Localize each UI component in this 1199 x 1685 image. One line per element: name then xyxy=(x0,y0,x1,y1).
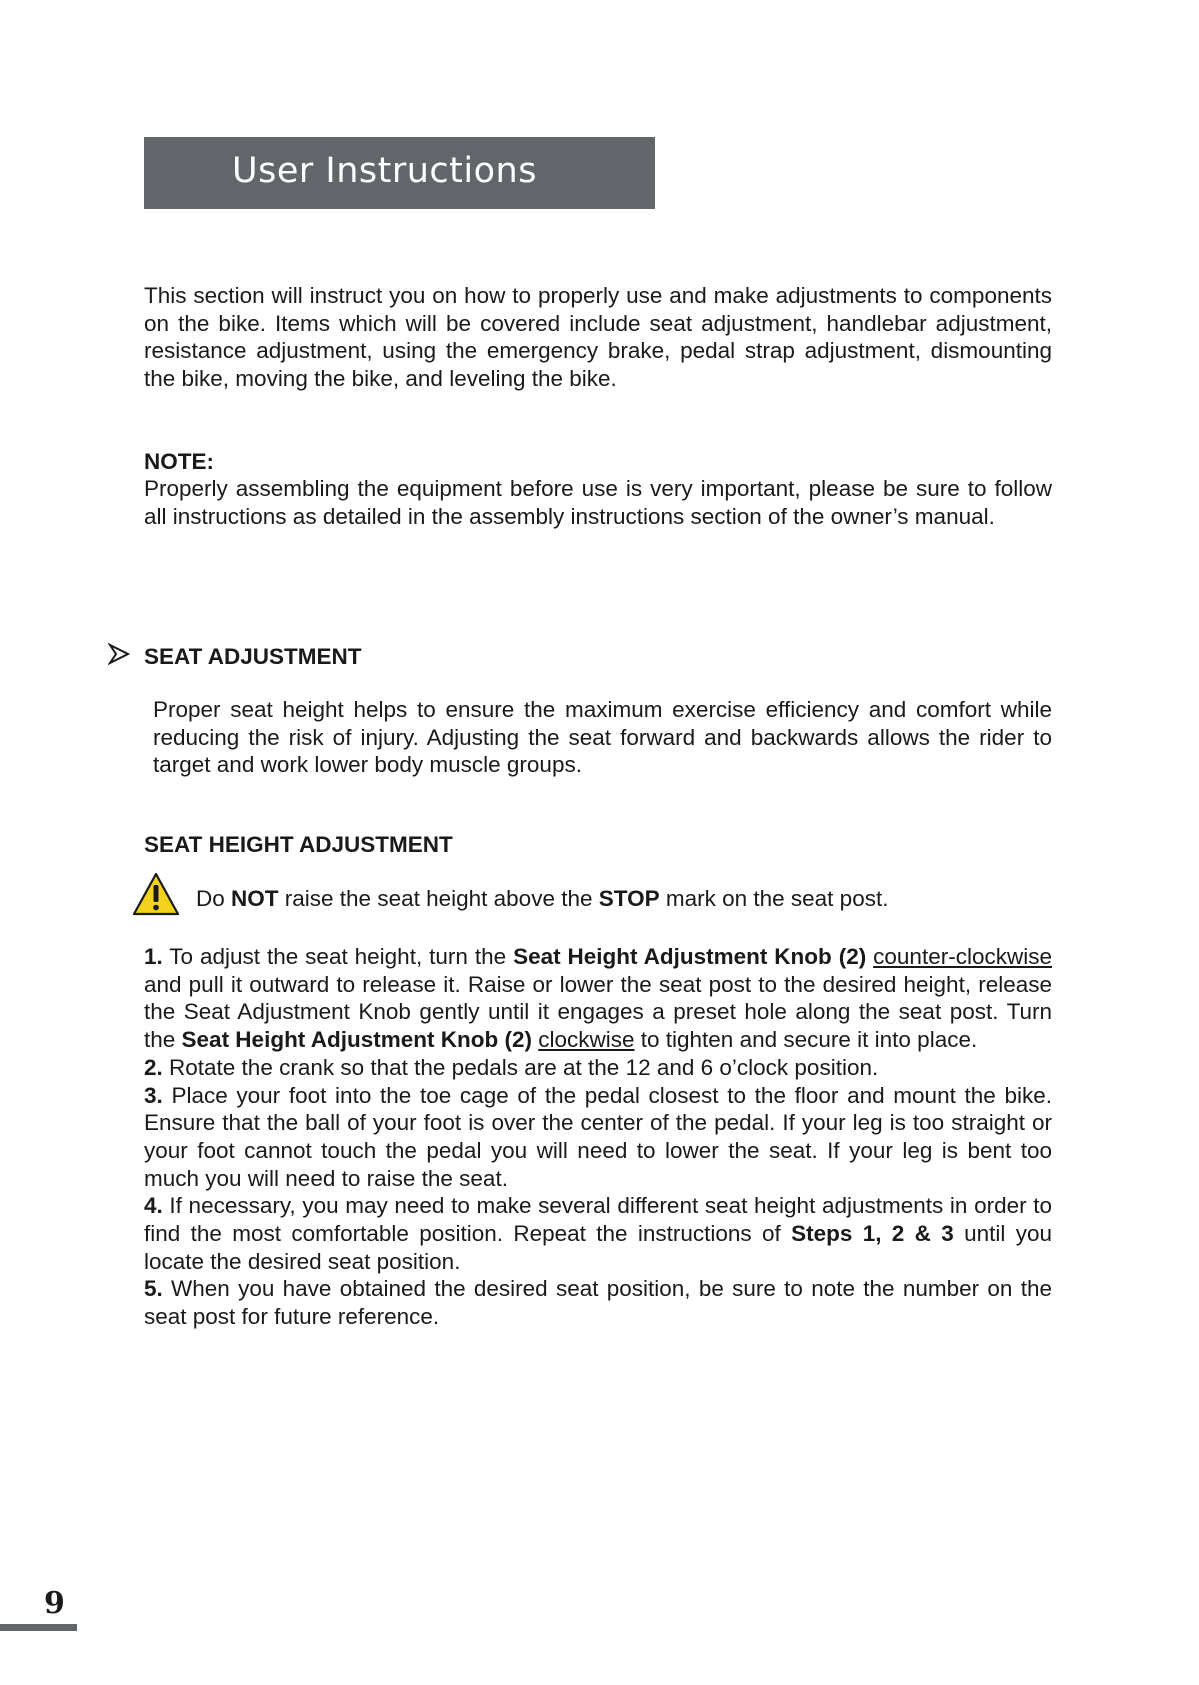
page-number: 9 xyxy=(44,1586,65,1621)
page-number-bar xyxy=(0,1624,77,1631)
warning-text: Do NOT raise the seat height above the STOP mark on the seat post. xyxy=(196,886,889,911)
page-title: User Instructions xyxy=(232,151,537,191)
note-paragraph: Properly assembling the equipment before use is very important, please be sure to follow all instructions as detailed in the assembly instructions section of the owner’s manual. xyxy=(144,476,1052,529)
seat-height-heading: SEAT HEIGHT ADJUSTMENT xyxy=(144,832,453,857)
title-banner xyxy=(144,137,655,209)
step-3: 3. Place your foot into the toe cage of the pedal closest to the floor and mount the bike. Ensure that the ball of your foot is over the center of the pedal. If your leg is too straight or your foot cannot touch the pedal you will need to lower the seat. If your leg is bent too much you will need to raise the seat. xyxy=(144,1082,1052,1191)
step-1: 1. To adjust the seat height, turn the Seat Height Adjustment Knob (2) counter-clockwise and pull it outward to release it. Raise or lower the seat post to the desired height, release the Seat Adjustment Knob gently until it engages a preset hole along the seat post. Turn the Seat Height Adjustment Knob (2) clockwise to tighten and secure it into place. xyxy=(144,944,1052,1053)
seat-adjustment-heading: SEAT ADJUSTMENT xyxy=(144,644,362,669)
note-label: NOTE: xyxy=(144,449,214,474)
warning-icon xyxy=(132,872,180,916)
seat-adjustment-paragraph: Proper seat height helps to ensure the maximum exercise efficiency and comfort while reducing the risk of injury. Adjusting the seat forward and backwards allows the rider to target and work lower body muscle groups. xyxy=(153,697,1052,778)
step-2: 2. Rotate the crank so that the pedals are at the 12 and 6 o’clock position. xyxy=(144,1054,879,1080)
steps-list xyxy=(144,943,1052,1331)
step-5: 5. When you have obtained the desired seat position, be sure to note the number on the seat post for future reference. xyxy=(144,1276,1052,1330)
step-4: 4. If necessary, you may need to make several different seat height adjustments in order to find the most comfortable position. Repeat the instructions of Steps 1, 2 & 3 until you locate the desired seat position. xyxy=(144,1193,1052,1274)
arrow-bullet-icon xyxy=(108,643,130,665)
intro-paragraph: This section will instruct you on how to properly use and make adjustments to components on the bike. Items which will be covered include seat adjustment, handlebar adjustment, resistance adjustment, using the emergency brake, pedal strap adjustment, dismounting the bike, moving the bike, and leveling the bike. xyxy=(144,283,1052,392)
